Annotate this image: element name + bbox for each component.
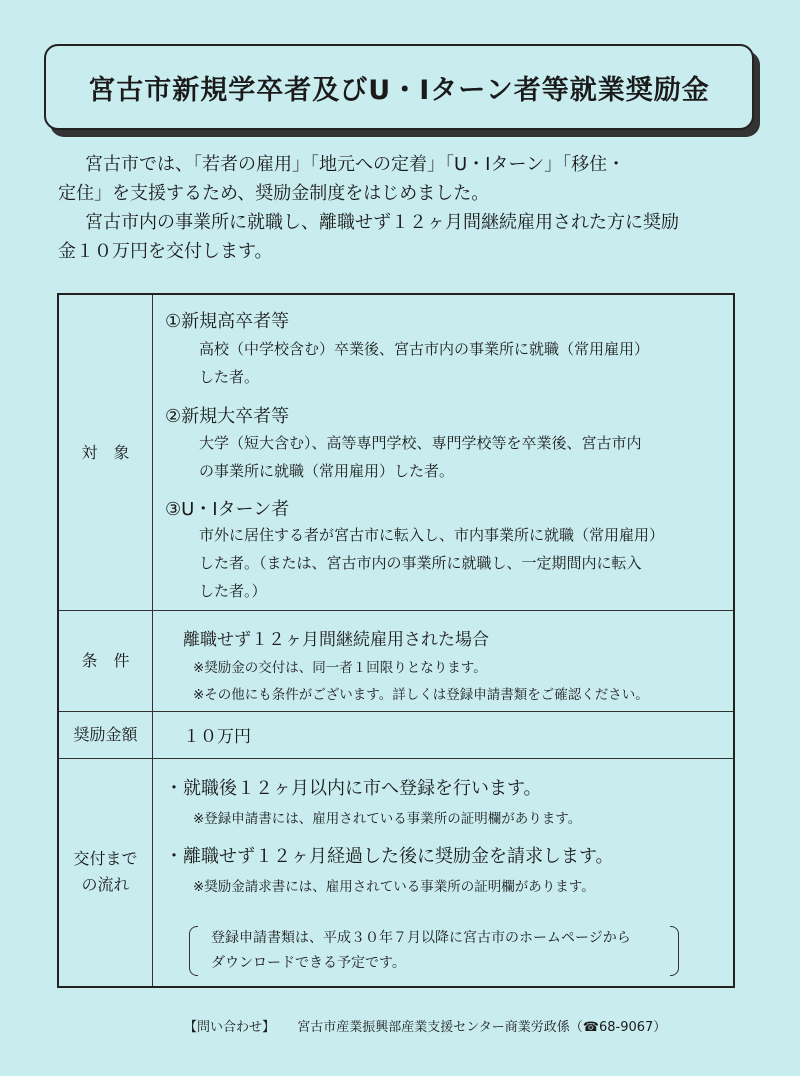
- download-note-line-2: ダウンロードできる予定です。: [211, 955, 406, 971]
- condition-row: [59, 610, 733, 712]
- target-item-1-head: ①新規高卒者等: [165, 311, 290, 332]
- target-item-1-line-1: 高校（中学校含む）卒業後、宮古市内の事業所に就職（常用雇用）: [199, 340, 650, 358]
- target-label: 対 象: [59, 295, 153, 610]
- condition-content: [153, 610, 733, 711]
- target-item-2-line-2: の事業所に就職（常用雇用）した者。: [199, 462, 455, 480]
- title-box: [44, 44, 754, 130]
- target-item-3-line-1: 市外に居住する者が宮古市に転入し、市内事業所に就職（常用雇用）: [199, 526, 665, 544]
- left-bracket: [189, 926, 198, 976]
- target-item-2-body: [199, 429, 642, 485]
- flow-step-1-note: ※登録申請書には、雇用されている事業所の証明欄があります。: [193, 811, 582, 827]
- flow-step-1: ・就職後１２ヶ月以内に市へ登録を行います。: [165, 778, 542, 799]
- amount-row: [59, 711, 733, 759]
- target-item-3-line-2: した者。（または、宮古市内の事業所に就職し、一定期間内に転入: [199, 554, 642, 572]
- download-note-text: [211, 926, 631, 976]
- contact-footer: [184, 1016, 666, 1035]
- amount-content: [153, 711, 733, 758]
- condition-note-1: ※奨励金の交付は、同一者１回限りとなります。: [193, 660, 487, 676]
- target-item-2-line-1: 大学（短大含む）、高等専門学校、専門学校等を卒業後、宮古市内: [199, 434, 642, 452]
- contact-label: 【問い合わせ】: [184, 1020, 276, 1035]
- download-note-line-1: 登録申請書類は、平成３０年７月以降に宮古市のホームページから: [211, 930, 631, 946]
- page-title: 宮古市新規学卒者及びU・Iターン者等就業奨励金: [88, 74, 710, 106]
- intro-para2-line1: 宮古市内の事業所に就職し、離職せず１２ヶ月間継続雇用された方に奨励: [85, 212, 679, 233]
- intro-para1-line1: 宮古市では、「若者の雇用」「地元への定着」「U・Iターン」「移住・: [85, 154, 626, 175]
- target-item-1-body: [199, 335, 649, 391]
- flow-row: [59, 758, 733, 986]
- right-bracket: [670, 926, 679, 976]
- amount-value: １０万円: [183, 727, 251, 747]
- download-note-box: [189, 926, 679, 976]
- condition-note-2: ※その他にも条件がございます。詳しくは登録申請書類をご確認ください。: [193, 687, 649, 703]
- target-item-3-line-3: した者。）: [199, 582, 267, 600]
- condition-label: 条 件: [59, 610, 153, 711]
- target-item-1-line-2: した者。: [199, 368, 260, 386]
- target-item-3-body: [199, 521, 664, 605]
- flow-label-line-1: 交付まで: [73, 849, 138, 868]
- intro-para2-line2: 金１０万円を交付します。: [58, 241, 273, 262]
- flow-step-2: ・離職せず１２ヶ月経過した後に奨励金を請求します。: [165, 846, 614, 867]
- target-row: [59, 295, 733, 611]
- contact-info: 宮古市産業振興部産業支援センター商業労政係（☎68-9067）: [297, 1020, 667, 1035]
- info-table: [57, 293, 735, 988]
- target-content: [153, 295, 733, 610]
- flow-label-line-2: の流れ: [81, 875, 130, 894]
- flow-label: [59, 758, 153, 986]
- flow-step-2-note: ※奨励金請求書には、雇用されている事業所の証明欄があります。: [193, 879, 595, 895]
- target-item-3-head: ③U・Iターン者: [165, 499, 290, 520]
- target-item-2-head: ②新規大卒者等: [165, 406, 290, 427]
- intro-text: [58, 150, 748, 266]
- flow-content: [153, 758, 733, 986]
- intro-para1-line2: 定住」を支援するため、奨励金制度をはじめました。: [58, 183, 490, 204]
- amount-label: 奨励金額: [59, 711, 153, 758]
- condition-main: 離職せず１２ヶ月間継続雇用された場合: [183, 630, 489, 650]
